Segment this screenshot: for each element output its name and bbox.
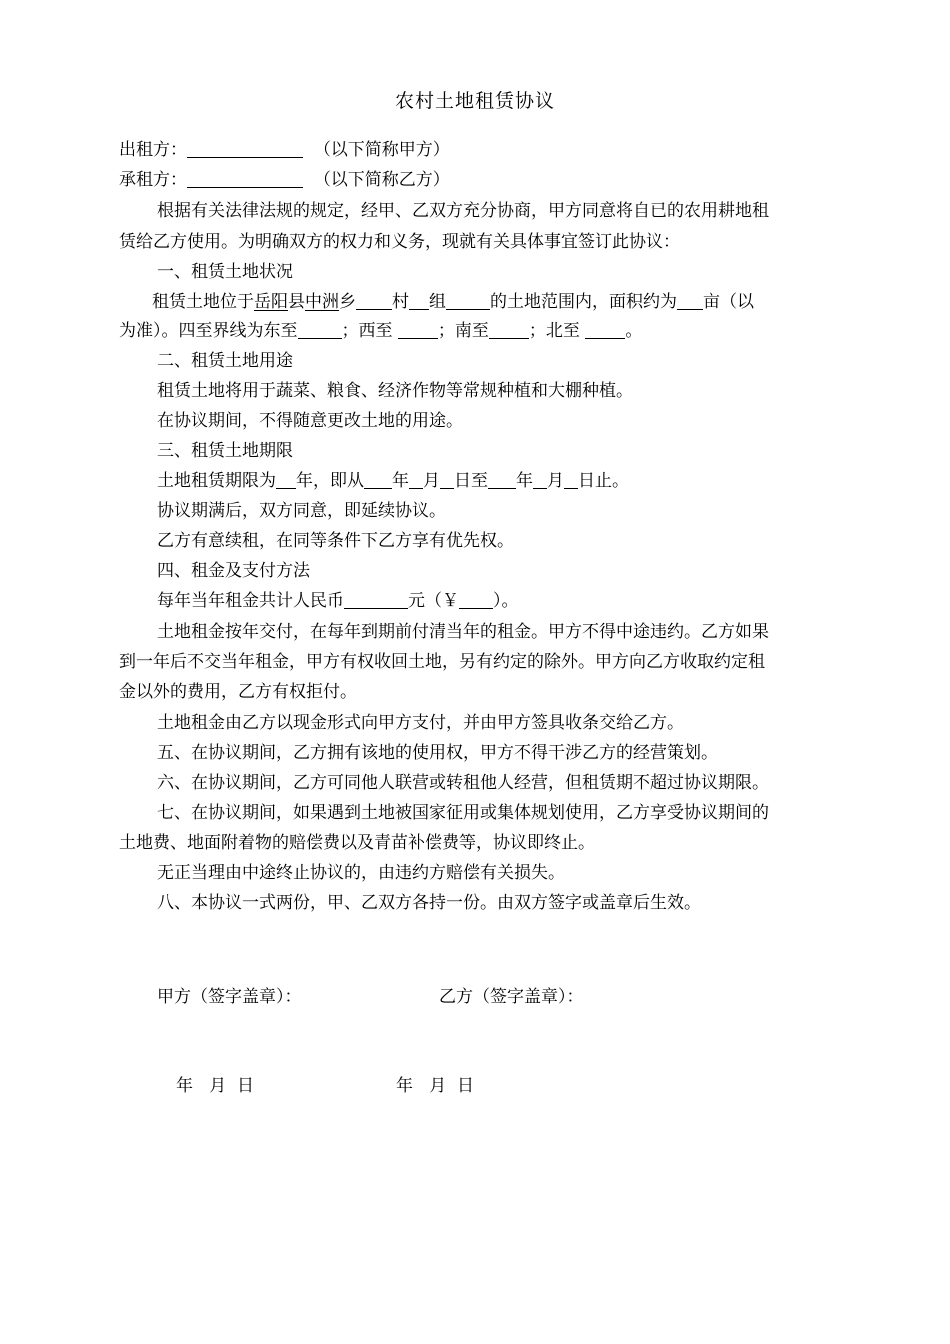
party-a-date: 年 月 日 (176, 1076, 255, 1096)
rent-amount-blank (344, 589, 408, 609)
text-segment: 月 (547, 471, 564, 491)
lessee-note: （以下简称乙方） (313, 170, 450, 190)
lessor-note: （以下简称甲方） (313, 140, 450, 160)
party-a-signature-label: 甲方（签字盖章）： (157, 987, 302, 1007)
text-segment: 的土地范围内，面积约为 (490, 292, 677, 312)
lessee-label: 承租方： (119, 170, 187, 190)
section-7-line-1: 七、在协议期间，如果遇到土地被国家征用或集体规划使用，乙方享受协议期间的 (157, 803, 769, 823)
text-segment: 为准）。四至界线为东至 (119, 321, 298, 341)
area-blank (677, 290, 703, 310)
section-4-rent-line (157, 586, 519, 616)
section-5: 五、在协议期间，乙方拥有该地的使用权，甲方不得干涉乙方的经营策划。 (157, 743, 718, 763)
text-segment: ；北至 (528, 321, 580, 341)
text-segment: ；南至 (437, 321, 489, 341)
section-4-heading: 四、租金及支付方法 (157, 561, 310, 581)
section-3-para-2: 协议期满后，双方同意，即延续协议。 (157, 501, 446, 521)
lessee-blank (187, 168, 303, 188)
text-segment: 年，即从 (296, 471, 364, 491)
term-years-blank (276, 469, 296, 489)
section-1-heading: 一、租赁土地状况 (157, 262, 293, 282)
east-blank (298, 319, 342, 339)
party-b-date: 年 月 日 (396, 1076, 475, 1096)
section-6: 六、在协议期间，乙方可同他人联营或转租他人经营，但租赁期不超过协议期限。 (157, 773, 769, 793)
start-day-blank (440, 469, 454, 489)
section-3-para-3: 乙方有意续租，在同等条件下乙方享有优先权。 (157, 531, 514, 551)
section-2-para-2: 在协议期间，不得随意更改土地的用途。 (157, 411, 463, 431)
section-4-para-2-line-1: 土地租金按年交付，在每年到期前付清当年的租金。甲方不得中途违约。乙方如果 (157, 622, 769, 642)
section-3-term-line (157, 466, 629, 496)
text-segment: 乡 (339, 292, 356, 312)
text-segment: ；西至 (341, 321, 393, 341)
section-4-para-2-line-3: 金以外的费用，乙方有权拒付。 (119, 682, 357, 702)
section-4-para-2-line-2: 到一年后不交当年租金，甲方有权收回土地，另有约定的除外。甲方向乙方收取约定租 (119, 652, 765, 672)
land-blank (446, 290, 490, 310)
start-year-blank (364, 469, 392, 489)
section-1-boundary-line (119, 316, 642, 346)
end-year-blank (488, 469, 516, 489)
text-segment: 年 (516, 471, 533, 491)
section-8: 八、本协议一式两份，甲、乙双方各持一份。由双方签字或盖章后生效。 (157, 893, 701, 913)
party-b-signature-label: 乙方（签字盖章）： (439, 987, 584, 1007)
lessor-blank (187, 138, 303, 158)
end-day-blank (564, 469, 578, 489)
text-segment: 月 (423, 471, 440, 491)
west-blank (398, 319, 438, 339)
text-segment: 租赁土地位于 (152, 292, 254, 312)
text-segment: 组 (429, 292, 446, 312)
section-7-line-2: 土地费、地面附着物的赔偿费以及青苗补偿费等，协议即终止。 (119, 833, 595, 853)
start-month-blank (409, 469, 423, 489)
text-segment: 日止。 (578, 471, 629, 491)
county-value: 岳阳 (254, 292, 288, 312)
rent-figure-blank (459, 589, 493, 609)
township-value: 中洲 (305, 292, 339, 312)
lessee-line (119, 165, 450, 195)
south-blank (489, 319, 529, 339)
text-segment: 。 (625, 321, 643, 341)
text-segment: 亩（以 (703, 292, 754, 312)
village-blank (356, 290, 392, 310)
section-4-para-3: 土地租金由乙方以现金形式向甲方支付，并由甲方签具收条交给乙方。 (157, 713, 684, 733)
section-1-location-line (152, 287, 754, 317)
intro-line-1: 根据有关法律法规的规定，经甲、乙双方充分协商，甲方同意将自已的农用耕地租 (157, 201, 769, 221)
text-segment: 土地租赁期限为 (157, 471, 276, 491)
text-segment: 每年当年租金共计人民币 (157, 591, 344, 611)
lessor-line (119, 135, 450, 165)
text-segment: 日至 (454, 471, 488, 491)
text-segment: 县 (288, 292, 305, 312)
group-blank (409, 290, 429, 310)
lessor-label: 出租方： (119, 140, 187, 160)
end-month-blank (533, 469, 547, 489)
text-segment: ）。 (493, 591, 519, 611)
text-segment: 元（￥ (408, 591, 459, 611)
section-2-para-1: 租赁土地将用于蔬菜、粮食、经济作物等常规种植和大棚种植。 (157, 381, 633, 401)
text-segment: 村 (392, 292, 409, 312)
section-2-heading: 二、租赁土地用途 (157, 351, 293, 371)
section-7-para-2: 无正当理由中途终止协议的，由违约方赔偿有关损失。 (157, 863, 565, 883)
document-title: 农村土地租赁协议 (394, 90, 555, 112)
north-blank (585, 319, 625, 339)
text-segment: 年 (392, 471, 409, 491)
intro-line-2: 赁给乙方使用。为明确双方的权力和义务，现就有关具体事宜签订此协议： (119, 232, 680, 252)
section-3-heading: 三、租赁土地期限 (157, 441, 293, 461)
